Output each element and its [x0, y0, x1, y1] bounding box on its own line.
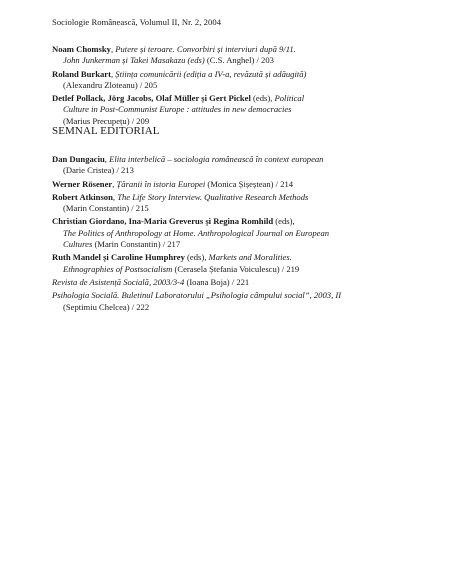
- entry-author: Dan Dungaciu: [52, 154, 105, 164]
- entry-text: (Darie Cristea) / 213: [63, 165, 134, 176]
- entry-text: (eds),: [273, 216, 295, 227]
- entry-text: (Alexandru Zloteanu) / 205: [63, 79, 158, 90]
- entry-author: Christian Giordano, Ina-Maria Greverus și Regina Romhild: [52, 216, 274, 227]
- entry-continuation-line: [52, 165, 392, 176]
- entry-title: Știința comunicării (ediția a IV-a, revăzută și adăugită): [115, 68, 307, 79]
- entry-first-line: [52, 252, 392, 263]
- entry-text: (Monica Șișeștean) / 214: [205, 178, 294, 189]
- entry-text: (Septimiu Chelcea) / 222: [63, 301, 150, 312]
- review-list-editorial: [52, 154, 392, 315]
- entry-title: The Life Story Interview. Qualitative Research Methods: [117, 191, 309, 202]
- entry-title: Cultures: [63, 239, 93, 250]
- entry-title: Political: [274, 93, 305, 104]
- entry-author: Ruth Mandel și Caroline Humphrey: [52, 252, 185, 263]
- entry-text: (Marin Constantin) / 215: [63, 203, 149, 214]
- entry-first-line: [52, 290, 392, 301]
- entry-title: Psihologia Socială. Buletinul Laboratorului „Psihologia câmpului social”, 2003, II: [52, 290, 342, 301]
- entry-title: Elita interbelică – sociologia românească în context european: [109, 154, 324, 164]
- section-heading: SEMNAL EDITORIAL: [52, 125, 160, 137]
- entry-first-line: [52, 179, 392, 190]
- entry-author: Werner Rösener: [52, 178, 113, 189]
- entry-text: (Cerasela Ștefania Voiculescu) / 219: [172, 263, 300, 274]
- entry-title: The Politics of Anthropology at Home. Anthropological Journal on European: [63, 227, 330, 238]
- entry-author: Roland Burkart: [52, 68, 111, 79]
- bibliography-entry: [52, 216, 392, 250]
- entry-text: (C.S. Anghel) / 203: [204, 55, 274, 66]
- bibliography-entry: [52, 192, 392, 215]
- entry-author: Noam Chomsky: [52, 44, 111, 54]
- entry-continuation-line: [52, 203, 392, 214]
- entry-author: Robert Atkinson: [52, 191, 113, 202]
- review-list-top: [52, 44, 392, 129]
- bibliography-entry: [52, 252, 392, 275]
- bibliography-entry: [52, 277, 392, 288]
- entry-text: (Ioana Boja) / 221: [184, 276, 250, 287]
- entry-continuation-line: [52, 55, 392, 66]
- entry-title: Putere și teroare. Convorbiri și interviuri după 9/11.: [115, 44, 296, 54]
- entry-text: ,: [112, 178, 117, 189]
- entry-first-line: [52, 69, 392, 80]
- entry-continuation-line: [52, 264, 392, 275]
- entry-continuation-line: [52, 302, 392, 313]
- entry-text: (Marin Constantin) / 217: [92, 239, 181, 250]
- entry-continuation-line: [52, 80, 392, 91]
- entry-text: (eds),: [184, 252, 209, 263]
- entry-title: John Junkerman și Takei Masakazu (eds): [63, 55, 205, 66]
- entry-title: Culture in Post-Communist Europe : attitudes in new democracies: [63, 104, 292, 115]
- entry-continuation-line: [52, 239, 392, 250]
- bibliography-entry: [52, 290, 392, 313]
- entry-title: Markets and Moralities.: [208, 252, 292, 263]
- entry-text: ,: [110, 68, 116, 79]
- bibliography-entry: [52, 93, 392, 127]
- bibliography-entry: [52, 154, 392, 177]
- entry-title: Ethnographies of Postsocialism: [63, 263, 173, 274]
- entry-first-line: [52, 277, 392, 288]
- entry-text: (eds),: [250, 93, 275, 104]
- entry-continuation-line: [52, 104, 392, 115]
- bibliography-entry: [52, 179, 392, 190]
- entry-continuation-line: [52, 228, 392, 239]
- entry-text: ,: [112, 191, 118, 202]
- entry-author: Detlef Pollack, Jörg Jacobs, Olaf Müller și Gert Pickel: [52, 93, 251, 104]
- running-header: Sociologie Românească, Volumul II, Nr. 2, 2004: [52, 17, 222, 27]
- entry-first-line: [52, 44, 392, 55]
- entry-text: ,: [104, 154, 110, 164]
- entry-first-line: [52, 93, 392, 104]
- entry-title: Țăranii în istoria Europei: [116, 178, 206, 189]
- bibliography-entry: [52, 44, 392, 67]
- entry-first-line: [52, 192, 392, 203]
- entry-first-line: [52, 154, 392, 165]
- entry-text: ,: [110, 44, 116, 54]
- entry-first-line: [52, 216, 392, 227]
- entry-title: Revista de Asistență Socială, 2003/3-4: [52, 276, 185, 287]
- entry-text: (Marius Precupețu) / 209: [63, 115, 150, 126]
- bibliography-entry: [52, 69, 392, 92]
